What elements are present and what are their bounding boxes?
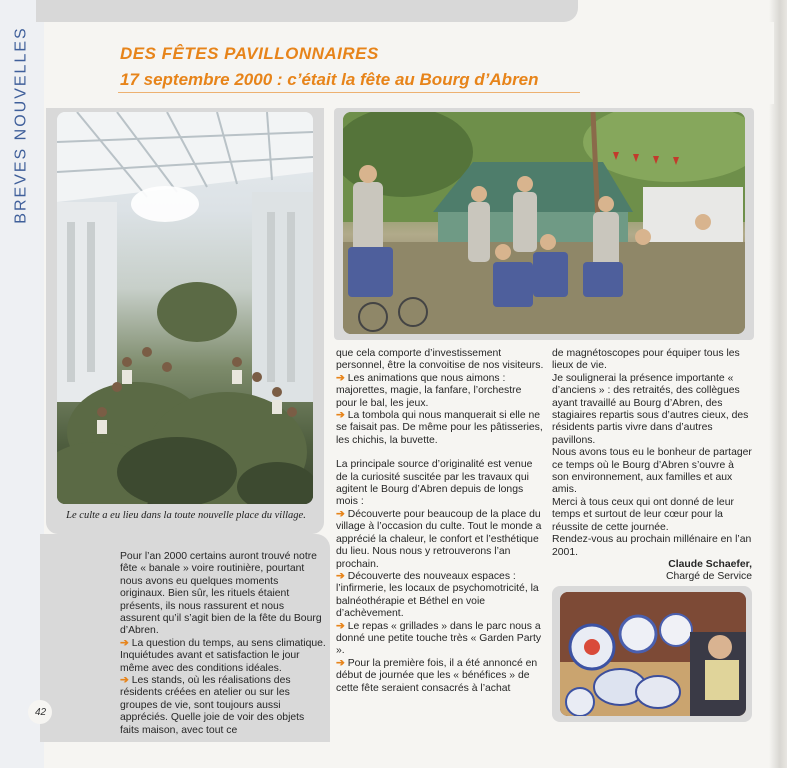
orange-arrow-icon: ➔ (336, 620, 345, 632)
signature-name: Claude Schaefer, (668, 558, 752, 570)
paragraph: que cela comporte d’investissement personnel, être la convoitise de nos visiteurs. (336, 348, 544, 372)
paragraph: Je soulignerai la présence importante « d’anciens » : des retraités, des collègues ayant travaillé au Bourg d’Abren, des stagiaires repartis sous d’autres cieux, des résidents partis vivre dans d’autres pavillons. (552, 372, 749, 446)
paragraph-bullet: ➔ Le repas « grillades » dans le parc nous a donné une petite touche très « Garden Party ». (336, 620, 542, 657)
page-number: 42 (35, 707, 47, 718)
paragraph: Nous avons tous eu le bonheur de partager ce temps où le Bourg d’Abren s’ouvre à son environnement, aux familles et aux amis. (552, 447, 752, 496)
orange-arrow-icon: ➔ (336, 508, 345, 520)
article-column-3 (552, 348, 752, 584)
article-column-2 (336, 348, 544, 695)
paragraph-bullet: ➔ La question du temps, au sens climatique. Inquiétudes avant et satisfaction le jour même avec des conditions idéales. (120, 637, 326, 674)
signature-role: Chargé de Service (665, 571, 752, 583)
photo-caption: Le culte a eu lieu dans la toute nouvelle place du village. (66, 510, 306, 521)
photo-garden-party (343, 112, 745, 334)
article-column-1 (120, 551, 326, 737)
photo-painted-dishes (560, 592, 746, 716)
orange-arrow-icon: ➔ (336, 570, 345, 582)
photo-village-square (57, 112, 313, 504)
section-label: BREVES NOUVELLES (13, 26, 30, 224)
orange-arrow-icon: ➔ (336, 372, 345, 384)
paragraph-bullet: ➔ Les animations que nous aimons : majorettes, magie, la fanfare, l’orchestre pour le bal, les jeux. (336, 372, 522, 409)
paragraph-gap (336, 447, 544, 459)
paragraph-bullet: ➔ La tombola qui nous manquerait si elle ne se faisait pas. De même pour les pâtisseries, les chichis, la buvette. (336, 410, 543, 446)
paragraph: Rendez-vous au prochain millénaire en l’an 2001. (552, 534, 752, 558)
paragraph: de magnétoscopes pour équiper tous les lieux de vie. (552, 348, 740, 372)
orange-arrow-icon: ➔ (336, 657, 345, 669)
orange-arrow-icon: ➔ (336, 410, 345, 422)
article-subtitle: 17 septembre 2000 : c’était la fête au Bourg d’Abren (120, 70, 539, 89)
paragraph: Pour l’an 2000 certains auront trouvé notre fête « banale » voire routinière, pourtant nous avons eu quelques moments originaux. Bien sûr, les rituels étaient présents, ils nous rassurent et nous assurent qu’il s’agit bien de la fête du Bourg d’Abren. (120, 551, 322, 637)
paragraph: La principale source d’originalité est venue de la curiosité suscitée par les travaux qui agitent le Bourg d’Abren depuis de longs mois : (336, 459, 533, 508)
title-underline (118, 92, 580, 93)
paragraph-bullet: ➔ Découverte des nouveaux espaces : l’infirmerie, les locaux de psychomotricité, la balnéothérapie et Béthel en voie d’achèvement. (336, 570, 539, 620)
orange-arrow-icon: ➔ (120, 637, 129, 649)
article-title: DES FÊTES PAVILLONNAIRES (120, 44, 379, 63)
paragraph-bullet: ➔ Découverte pour beaucoup de la place du village à l’occasion du culte. Tout le monde a apprécié la chaleur, le confort et l’esthétique du lieu. Nous nous y retrouverons l’an prochain. (336, 508, 542, 570)
paragraph: Merci à tous ceux qui ont donné de leur temps et surtout de leur cœur pour la réussite de cette journée. (552, 496, 734, 533)
paragraph-bullet: ➔ Les stands, où les réalisations des résidents créées en atelier ou sur les groupes de vie, sont toujours aussi appréciés. Quelle joie de voir des objets faits maison, avec tout ce (120, 675, 305, 736)
page-gutter (769, 0, 787, 768)
orange-arrow-icon: ➔ (120, 675, 129, 687)
paragraph-bullet: ➔ Pour la première fois, il a été annoncé en début de journée que les « bénéfices » de cette fête seraient consacrés à l’achat (336, 657, 538, 694)
header-tab (36, 0, 578, 22)
